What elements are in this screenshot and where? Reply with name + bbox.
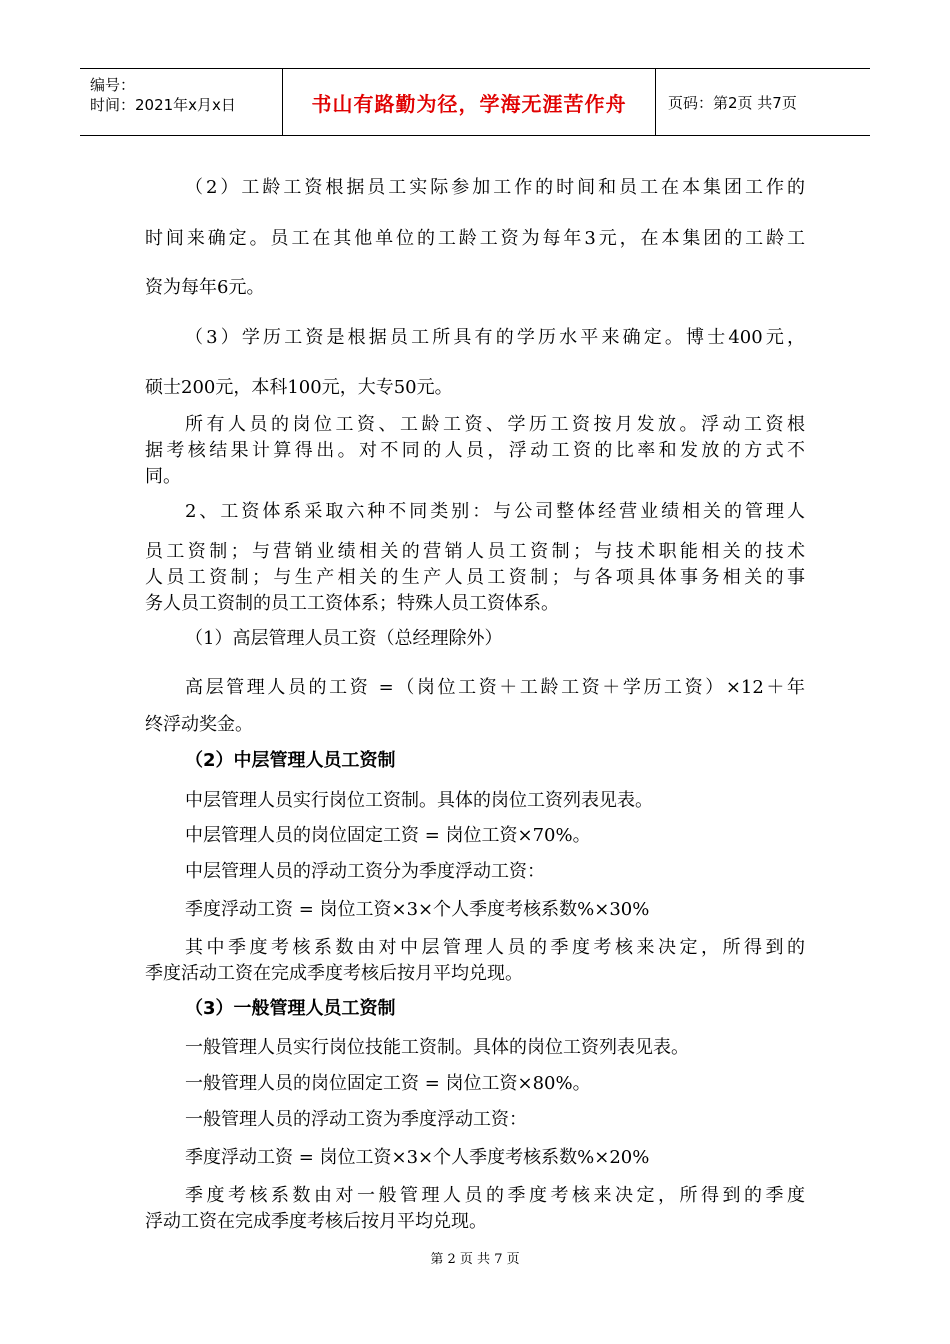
body-line: 中层管理人员实行岗位工资制。具体的岗位工资列表见表。 (185, 790, 653, 811)
formula-line: 季度浮动工资 = 岗位工资×3×个人季度考核系数%×30% (185, 899, 650, 920)
body-line: 一般管理人员的浮动工资为季度浮动工资： (185, 1109, 527, 1130)
body-line: 人员工资制；与生产相关的生产人员工资制；与各项具体事务相关的事 (145, 567, 805, 588)
formula-line: 季度浮动工资 = 岗位工资×3×个人季度考核系数%×20% (185, 1147, 650, 1168)
body-line: 资为每年6元。 (145, 277, 265, 298)
body-line: 所有人员的岗位工资、工龄工资、学历工资按月发放。浮动工资根 (185, 414, 805, 435)
body-line: 季度考核系数由对一般管理人员的季度考核来决定，所得到的季度 (185, 1185, 805, 1206)
body-line: 务人员工资制的员工工资体系；特殊人员工资体系。 (145, 593, 559, 614)
body-line: 时间来确定。员工在其他单位的工龄工资为每年3元，在本集团的工龄工 (145, 228, 805, 249)
body-line: （3）学历工资是根据员工所具有的学历水平来确定。博士400元， (185, 327, 805, 348)
body-line: （2）工龄工资根据员工实际参加工作的时间和员工在本集团工作的 (185, 177, 805, 198)
body-line: 2、工资体系采取六种不同类别：与公司整体经营业绩相关的管理人 (185, 501, 805, 522)
formula-line: 一般管理人员的岗位固定工资 = 岗位工资×80%。 (185, 1073, 591, 1094)
page-header (80, 68, 870, 136)
body-line: 员工资制；与营销业绩相关的营销人员工资制；与技术职能相关的技术 (145, 541, 805, 562)
doc-date-label: 时间：2021年x月x日 (90, 96, 236, 114)
header-page-label: 页码：第2页 共7页 (668, 93, 797, 112)
header-info-cell (80, 69, 283, 135)
section-heading: （2）中层管理人员工资制 (185, 750, 396, 771)
body-line: 中层管理人员的浮动工资分为季度浮动工资： (185, 861, 545, 882)
page-footer: 第 2 页 共 7 页 (430, 1252, 520, 1267)
body-line: 一般管理人员实行岗位技能工资制。具体的岗位工资列表见表。 (185, 1037, 689, 1058)
doc-number-label: 编号： (90, 76, 136, 94)
header-motto: 书山有路勤为径，学海无涯苦作舟 (283, 69, 656, 135)
body-line: 季度活动工资在完成季度考核后按月平均兑现。 (145, 963, 523, 984)
formula-line: 中层管理人员的岗位固定工资 = 岗位工资×70%。 (185, 825, 591, 846)
formula-line: 高层管理人员的工资 =（岗位工资＋工龄工资＋学历工资）×12＋年 (185, 677, 805, 698)
section-heading: （1）高层管理人员工资（总经理除外） (185, 628, 503, 649)
body-line: 其中季度考核系数由对中层管理人员的季度考核来决定，所得到的 (185, 937, 805, 958)
body-line: 硕士200元，本科100元，大专50元。 (145, 377, 453, 398)
body-line: 同。 (145, 466, 181, 487)
body-line: 浮动工资在完成季度考核后按月平均兑现。 (145, 1211, 487, 1232)
body-line: 终浮动奖金。 (145, 714, 253, 735)
section-heading: （3）一般管理人员工资制 (185, 998, 396, 1019)
body-line: 据考核结果计算得出。对不同的人员，浮动工资的比率和发放的方式不 (145, 440, 805, 461)
